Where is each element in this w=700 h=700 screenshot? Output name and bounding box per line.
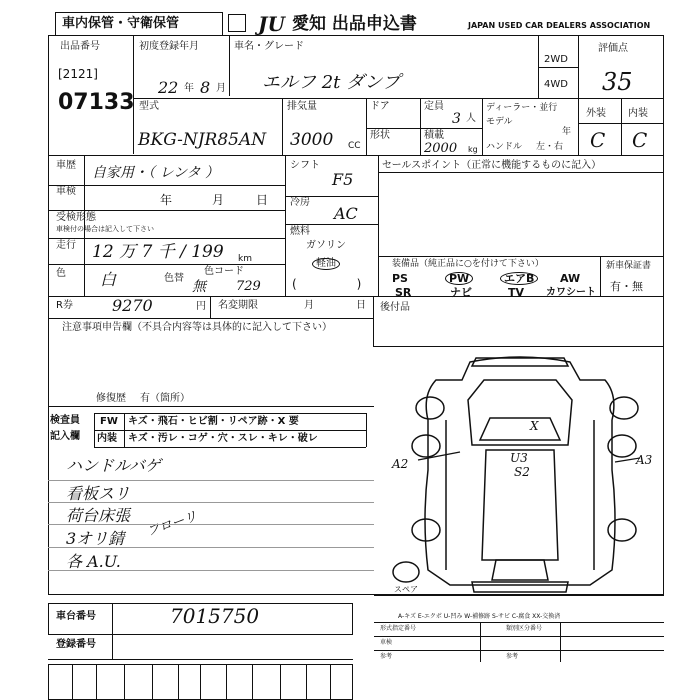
equipment-pw: PW (445, 272, 473, 285)
capacity-value: 3 (452, 111, 461, 127)
mileage-unit: km (238, 254, 252, 264)
lot-number: 07133 (58, 90, 135, 115)
mileage-value: 12 万 7 千 / 199 (92, 242, 224, 262)
selling-points-label: セールスポイント（正常に機能するものに記入） (382, 160, 602, 171)
color-label: 色 (56, 268, 66, 279)
capacity-unit: 人 (466, 113, 476, 124)
receipt-label: 受検形態 (56, 212, 96, 223)
inspector-fw-items: キズ・飛石・ヒビ割・リペア跡・X 要 (128, 416, 299, 427)
lot-label: 出品番号 (60, 41, 100, 52)
inspector-fw: FW (100, 416, 118, 427)
color-code-label: 色コード (204, 266, 244, 277)
fuel-label: 燃料 (290, 226, 310, 237)
bottom-label: 類別区分番号 (506, 625, 543, 632)
shift-value: F5 (332, 170, 354, 189)
fuel-bracket: ( ) (292, 277, 362, 291)
equipment-aw: AW (560, 272, 581, 285)
type-label: 型式 (139, 101, 159, 112)
displacement-label: 排気量 (287, 101, 317, 112)
inspector-int-items: キズ・汚レ・コゲ・穴・スレ・キレ・破レ (128, 433, 318, 444)
capacity-label: 定員 (424, 101, 444, 112)
inspector-int: 内装 (97, 433, 117, 444)
registration-number-label: 登録番号 (56, 639, 96, 650)
load-value: 2000 (424, 141, 458, 156)
equipment-sr: SR (395, 286, 412, 299)
drive-2wd: 2WD (544, 54, 568, 65)
chassis-value: 7015750 (170, 604, 260, 628)
shift-label: シフト (290, 160, 320, 171)
equipment-airbag: エアB (500, 272, 538, 285)
color-value: 白 (100, 270, 117, 289)
diagram-mark-top: X (530, 419, 539, 433)
notes-label: 注意事項申告欄（不具合内容等は具体的に記入して下さい） (62, 322, 332, 333)
load-label: 積載 (424, 130, 444, 141)
model-label: 車名・グレード (234, 41, 304, 52)
handwritten-note: ハンドルバゲ (66, 456, 161, 475)
warranty-value: 有・無 (610, 280, 643, 293)
repair-value: 有（箇所） (140, 393, 190, 404)
form-title: 愛知 出品申込書 (292, 14, 417, 34)
model-value: エルフ 2t ダンプ (262, 72, 401, 93)
diagram-mark-right: A3 (636, 453, 653, 467)
equipment-ps: PS (392, 272, 408, 285)
drive-4wd: 4WD (544, 79, 568, 90)
inspection-label: 車検 (56, 186, 76, 197)
handle-label: ハンドル (486, 142, 523, 152)
registration-label: 初度登録年月 (139, 41, 199, 52)
ac-label: 冷房 (290, 197, 310, 208)
later-install-label: 後付品 (380, 302, 410, 313)
grade-value: 35 (602, 68, 633, 96)
exterior-value: C (590, 128, 606, 152)
month-unit: 月 (216, 83, 226, 94)
handwritten-note: 看板スリ (66, 484, 131, 503)
usage-label: 車歴 (56, 160, 76, 171)
shape-label: 形状 (370, 130, 390, 141)
diagram-mark-left: A2 (392, 457, 409, 471)
receipt-note: 車検付の場合は記入して下さい (56, 225, 154, 233)
handwritten-note: 荷台床張 (66, 506, 131, 525)
bottom-label: 車検 (380, 639, 393, 646)
handwritten-note: 3オリ錆 (66, 529, 125, 548)
inspector-label: 検査員 (50, 415, 80, 426)
meigi-label: 名変期限 (218, 300, 258, 311)
equipment-tv: TV (508, 286, 525, 299)
interior-value: C (632, 128, 648, 152)
type-value: BKG-NJR85AN (138, 130, 267, 150)
year-unit: 年 (184, 83, 194, 94)
color-code-value: 729 (236, 279, 261, 294)
registration-year: 22 (158, 78, 179, 97)
bottom-label: 参考 (506, 653, 519, 660)
exterior-label: 外装 (586, 108, 606, 119)
lot-sub: [2121] (58, 67, 98, 81)
association-name: JAPAN USED CAR DEALERS ASSOCIATION (468, 21, 651, 30)
storage-label: 車内保管・守衛保管 (62, 16, 180, 31)
mileage-label: 走行 (56, 240, 76, 251)
equipment-label: 装備品（純正品に○を付けて下さい） (392, 259, 544, 269)
doors-label: ドア (370, 101, 390, 112)
displacement-value: 3000 (290, 130, 334, 150)
color-change-label: 色替 (164, 273, 184, 284)
color-change-value: 無 (192, 279, 206, 295)
inspection-day: 日 (256, 193, 269, 207)
dealer-label: ディーラー・並行 (486, 103, 558, 113)
meigi-month: 月 (304, 300, 314, 311)
equipment-seat: カワシート (546, 287, 596, 298)
ju-logo: JU (258, 12, 285, 36)
bottom-label: 形式指定番号 (380, 625, 417, 632)
handle-value: 左・右 (536, 142, 564, 152)
meigi-day: 日 (356, 300, 366, 311)
recycle-label: R券 (56, 300, 73, 311)
repair-label: 修復歴 (96, 393, 126, 404)
equipment-navi: ナビ (450, 286, 472, 299)
fuel-diesel: 軽油 (312, 258, 340, 270)
grade-label: 評価点 (598, 43, 628, 54)
model-year-unit: 年 (562, 127, 572, 137)
fuel-value: ガソリン (306, 240, 346, 251)
spare-label: スペア (394, 585, 418, 594)
inspection-year: 年 (160, 193, 173, 207)
chassis-label: 車台番号 (56, 611, 96, 622)
diagram-mark-center: S2 (514, 465, 530, 479)
recycle-unit: 円 (196, 301, 206, 312)
displacement-unit: CC (348, 141, 361, 151)
inspector-sub: 記入欄 (50, 431, 80, 442)
frame-note: フローリ (144, 509, 200, 540)
model-year-label: モデル (486, 117, 513, 127)
recycle-value: 9270 (112, 296, 153, 315)
damage-legend: A-キズ E-エクボ U-凹み W-補修跡 S-サビ C-腐食 XX-交換済 (398, 613, 561, 620)
load-unit: kg (468, 145, 478, 154)
bottom-label: 参考 (380, 653, 393, 660)
warranty-label: 新車保証書 (606, 261, 652, 271)
usage-value: 自家用・（ レンタ ） (92, 165, 219, 181)
interior-label: 内装 (628, 108, 648, 119)
handwritten-note: 各 A.U. (66, 552, 121, 571)
registration-month: 8 (200, 78, 211, 97)
diagram-mark-center: U3 (510, 451, 528, 465)
ac-value: AC (334, 204, 358, 223)
inspection-month: 月 (212, 193, 225, 207)
